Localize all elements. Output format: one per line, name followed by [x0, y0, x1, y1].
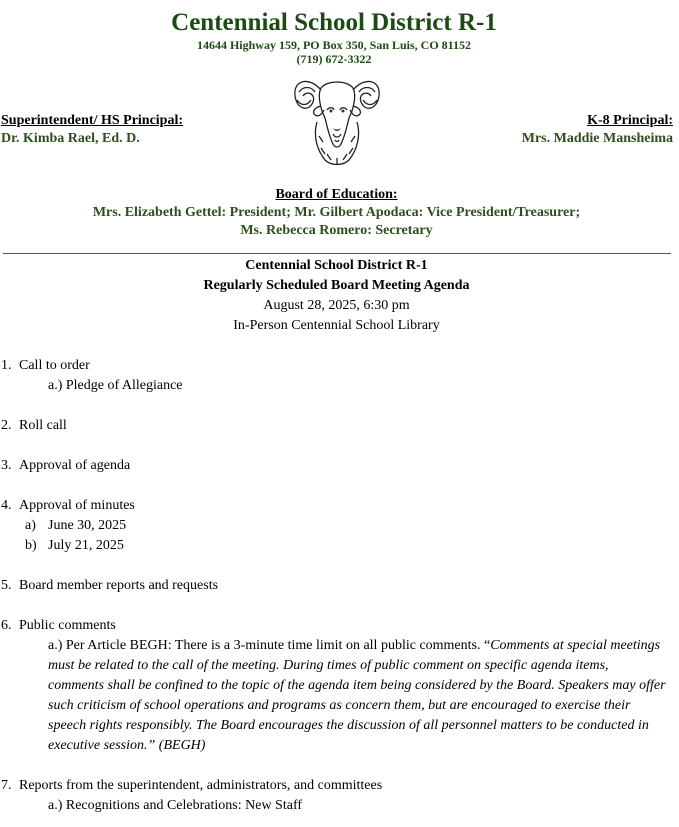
policy-prefix: a.) Per Article BEGH: There is a 3-minute time limit on all public comments. “ [48, 638, 491, 653]
item-number: 3. [1, 458, 12, 473]
district-name: Centennial School District R-1 [171, 9, 497, 36]
meeting-datetime: August 28, 2025, 6:30 pm [263, 298, 410, 313]
item-text: Approval of minutes [19, 498, 135, 513]
agenda-item-4 [0, 496, 670, 556]
agenda-item-7 [0, 776, 670, 816]
meeting-title-block [0, 256, 673, 336]
item-text: Roll call [19, 418, 67, 433]
item-text: Approval of agenda [19, 458, 131, 473]
board-members-line2: Ms. Rebecca Romero: Secretary [240, 223, 433, 238]
sub-item-letter: a) [25, 518, 36, 533]
header-divider [3, 253, 671, 254]
district-address: 14644 Highway 159, PO Box 350, San Luis, CO 81152 [196, 38, 472, 52]
meeting-title: Regularly Scheduled Board Meeting Agenda [203, 278, 470, 293]
public-comment-policy [48, 636, 668, 756]
item-number: 2. [1, 418, 12, 433]
board-label: Board of Education: [275, 187, 398, 202]
sub-item: a.) Recognitions and Celebrations: New Staff [48, 798, 303, 813]
agenda-item-2 [0, 416, 670, 436]
meeting-district: Centennial School District R-1 [245, 258, 428, 273]
k8-principal-block [522, 112, 673, 148]
district-phone: (719) 672-3322 [296, 52, 372, 66]
k8-principal-name: Mrs. Maddie Mansheima [521, 131, 673, 146]
sub-item-text: July 21, 2025 [48, 538, 124, 553]
item-number: 7. [1, 778, 12, 793]
meeting-location: In-Person Centennial School Library [233, 318, 440, 333]
board-of-education-block [0, 186, 673, 240]
item-number: 4. [1, 498, 12, 513]
item-text: Public comments [19, 618, 116, 633]
superintendent-block [1, 112, 183, 148]
item-text: Call to order [19, 358, 90, 373]
agenda-item-6 [0, 616, 670, 636]
board-members-line1: Mrs. Elizabeth Gettel: President; Mr. Gilbert Apodaca: Vice President/Treasurer; [92, 205, 581, 220]
superintendent-label: Superintendent/ HS Principal: [1, 113, 184, 128]
item-text: Reports from the superintendent, administrators, and committees [19, 778, 383, 793]
superintendent-name: Dr. Kimba Rael, Ed. D. [1, 131, 140, 146]
item-number: 5. [1, 578, 12, 593]
sub-item-letter: b) [25, 538, 37, 553]
agenda-item-1 [0, 356, 670, 396]
item-number: 1. [1, 358, 12, 373]
sub-item: a.) Pledge of Allegiance [48, 378, 183, 393]
agenda-item-5 [0, 576, 670, 596]
item-text: Board member reports and requests [19, 578, 219, 593]
policy-quote: Comments at special meetings must be related to the call of the meeting. During times of public comment on specific agenda items, comments shall be confined to the topic of the agenda item being considered by the Board. Speakers may offer such criticism of school operations and programs as concern them, but are encouraged to exercise their speech rights responsibly. The Board encourages the discussion of all personnel matters to be conducted in executive session.” (BEGH) [48, 638, 666, 753]
agenda-item-3 [0, 456, 670, 476]
k8-principal-label: K-8 Principal: [587, 113, 673, 128]
ram-mascot-icon [291, 70, 383, 168]
sub-item-text: June 30, 2025 [48, 518, 127, 533]
item-number: 6. [1, 618, 12, 633]
